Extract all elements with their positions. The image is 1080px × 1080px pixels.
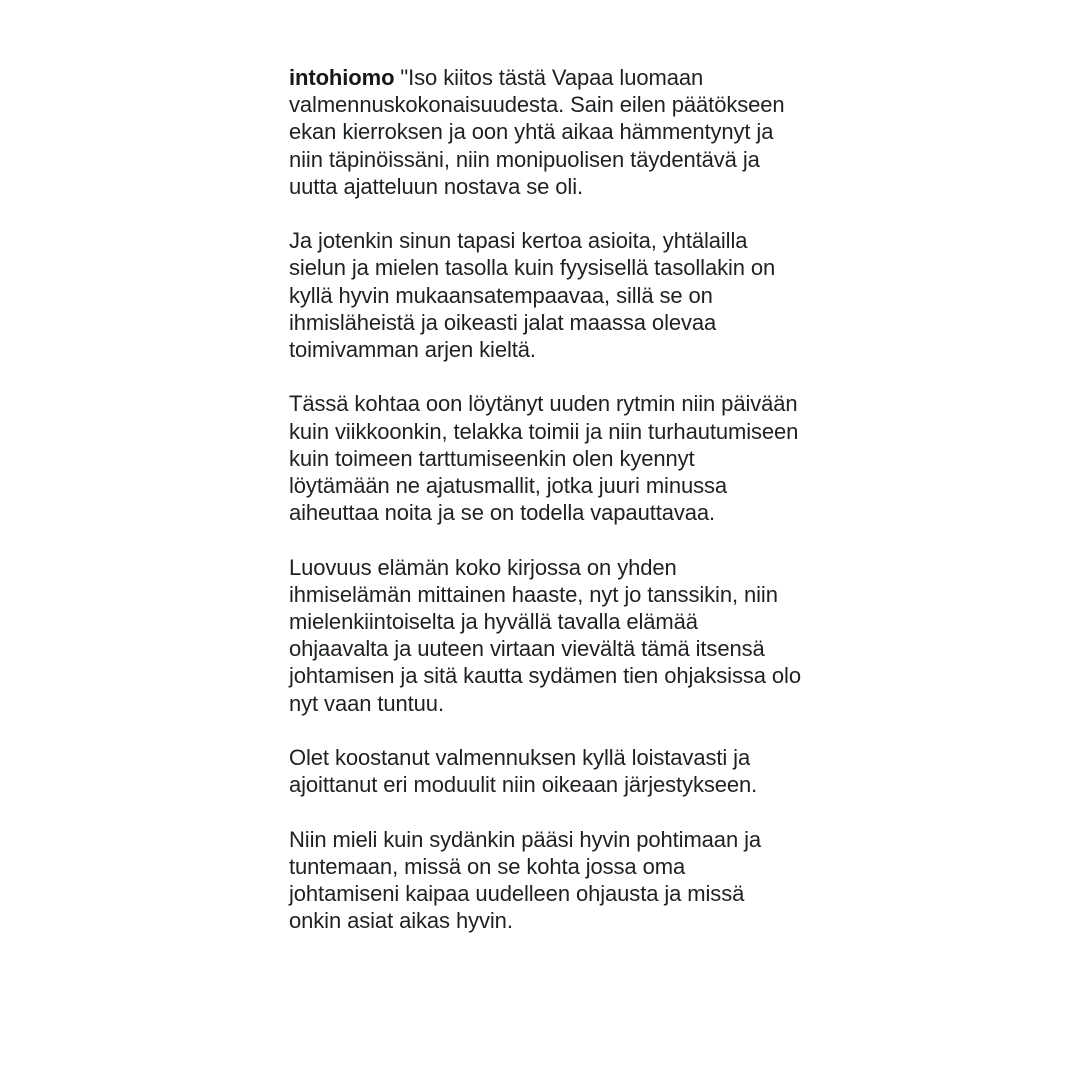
paragraph-spacer bbox=[289, 200, 801, 227]
caption-paragraph-1 bbox=[289, 64, 801, 200]
paragraph-spacer bbox=[289, 363, 801, 390]
caption-paragraph-5: Olet koostanut valmennuksen kyllä loistavasti ja ajoittanut eri moduulit niin oikeaan järjestykseen. bbox=[289, 745, 758, 798]
caption-paragraph-3: Tässä kohtaa oon löytänyt uuden rytmin niin päivään kuin viikkoonkin, telakka toimii ja niin turhautumiseen kuin toimeen tarttumiseenkin olen kyennyt löytämään ne ajatusmallit, jotka juuri minussa aiheuttaa noita ja se on todella vapauttavaa. bbox=[289, 391, 805, 526]
caption-paragraph-1-text: "Iso kiitos tästä Vapaa luomaan valmennuskokonaisuudesta. Sain eilen päätökseen ekan kierroksen ja oon yhtä aikaa hämmentynyt ja niin täpinöissäni, niin monipuolisen täydentävä ja uutta ajatteluun nostava se oli. bbox=[289, 65, 791, 199]
caption-paragraph-4: Luovuus elämän koko kirjossa on yhden ihmiselämän mittainen haaste, nyt jo tanssikin, niin mielenkiintoiselta ja hyvällä tavalla elämää ohjaavalta ja uuteen virtaan vievältä tämä itsensä johtamisen ja sitä kautta sydämen tien ohjaksissa olo nyt vaan tuntuu. bbox=[289, 554, 807, 716]
caption-paragraph-6: Niin mieli kuin sydänkin pääsi hyvin pohtimaan ja tuntemaan, missä on se kohta jossa oma johtamiseni kaipaa uudelleen ohjausta ja missä onkin asiat aikas hyvin. bbox=[289, 826, 768, 934]
paragraph-spacer bbox=[289, 717, 801, 744]
paragraph-spacer bbox=[289, 798, 801, 825]
paragraph-spacer bbox=[289, 526, 801, 553]
post-caption-block bbox=[289, 64, 807, 934]
caption-paragraph-2: Ja jotenkin sinun tapasi kertoa asioita, yhtälailla sielun ja mielen tasolla kuin fyysisellä tasollakin on kyllä hyvin mukaansatempaavaa, sillä se on ihmisläheistä ja oikeasti jalat maassa olevaa toimivamman arjen kieltä. bbox=[289, 228, 782, 363]
username-label[interactable]: intohiomo bbox=[289, 65, 401, 90]
